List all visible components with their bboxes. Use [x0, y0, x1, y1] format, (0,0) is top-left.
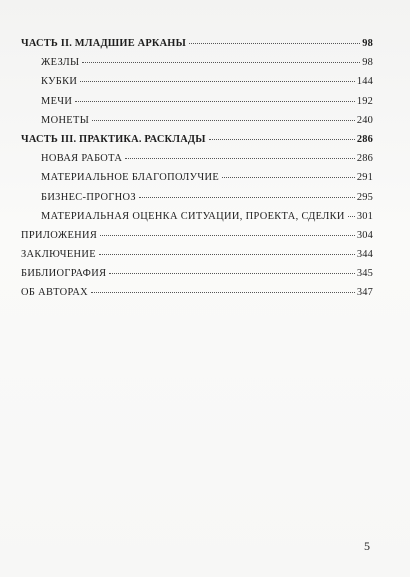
toc-entry-page: 192	[356, 95, 373, 107]
toc-entry-material-assessment	[21, 211, 373, 230]
toc-entry-title: ЖЕЗЛЫ	[41, 57, 80, 69]
toc-entry-business-forecast	[21, 192, 373, 211]
dot-leader	[80, 81, 355, 82]
toc-entry-wands	[21, 57, 373, 76]
toc-entry-title: ОБ АВТОРАХ	[21, 287, 89, 299]
toc-entry-page: 286	[356, 133, 373, 145]
table-of-contents	[21, 38, 373, 307]
toc-entry-part-2	[21, 38, 373, 57]
toc-entry-conclusion	[21, 249, 373, 268]
toc-entry-title: ЧАСТЬ III. ПРАКТИКА. РАСКЛАДЫ	[21, 133, 206, 145]
toc-entry-title: БИБЛИОГРАФИЯ	[21, 268, 107, 280]
toc-entry-title: БИЗНЕС-ПРОГНОЗ	[41, 191, 136, 203]
toc-entry-title: НОВАЯ РАБОТА	[41, 153, 123, 165]
dot-leader	[348, 216, 355, 217]
dot-leader	[100, 235, 355, 236]
toc-entry-title: ЗАКЛЮЧЕНИЕ	[21, 249, 96, 261]
toc-entry-part-3	[21, 134, 373, 153]
toc-entry-title: МАТЕРИАЛЬНОЕ БЛАГОПОЛУЧИЕ	[41, 172, 220, 184]
toc-entry-page: 304	[356, 229, 373, 241]
toc-entry-page: 240	[356, 114, 373, 126]
toc-entry-about-authors	[21, 287, 373, 306]
dot-leader	[139, 197, 355, 198]
toc-entry-title: КУБКИ	[41, 76, 78, 88]
toc-entry-page: 286	[356, 153, 373, 165]
toc-entry-appendices	[21, 230, 373, 249]
dot-leader	[99, 254, 355, 255]
dot-leader	[222, 177, 355, 178]
page-number: 5	[364, 539, 370, 553]
toc-entry-page: 291	[356, 172, 373, 184]
dot-leader	[125, 158, 355, 159]
toc-entry-bibliography	[21, 268, 373, 287]
dot-leader	[75, 101, 355, 102]
toc-entry-title: МАТЕРИАЛЬНАЯ ОЦЕНКА СИТУАЦИИ, ПРОЕКТА, СДЕЛКИ	[41, 210, 345, 222]
toc-entry-page: 347	[356, 287, 373, 299]
toc-entry-new-job	[21, 153, 373, 172]
dot-leader	[189, 43, 360, 44]
toc-entry-page: 344	[356, 249, 373, 261]
toc-entry-page: 98	[362, 38, 373, 49]
toc-entry-page: 144	[356, 76, 373, 88]
dot-leader	[209, 139, 355, 140]
toc-entry-page: 345	[356, 268, 373, 280]
dot-leader	[92, 120, 355, 121]
toc-entry-title: МОНЕТЫ	[41, 114, 90, 126]
toc-entry-page: 295	[356, 191, 373, 203]
toc-entry-title: ЧАСТЬ II. МЛАДШИЕ АРКАНЫ	[21, 38, 186, 49]
dot-leader	[82, 62, 360, 63]
toc-entry-cups	[21, 76, 373, 95]
toc-entry-page: 301	[356, 210, 373, 222]
dot-leader	[109, 273, 354, 274]
toc-entry-title: МЕЧИ	[41, 95, 73, 107]
toc-entry-title: ПРИЛОЖЕНИЯ	[21, 229, 98, 241]
dot-leader	[91, 292, 355, 293]
toc-entry-page: 98	[362, 57, 373, 69]
toc-entry-material-wellbeing	[21, 172, 373, 191]
toc-entry-coins	[21, 115, 373, 134]
toc-entry-swords	[21, 96, 373, 115]
